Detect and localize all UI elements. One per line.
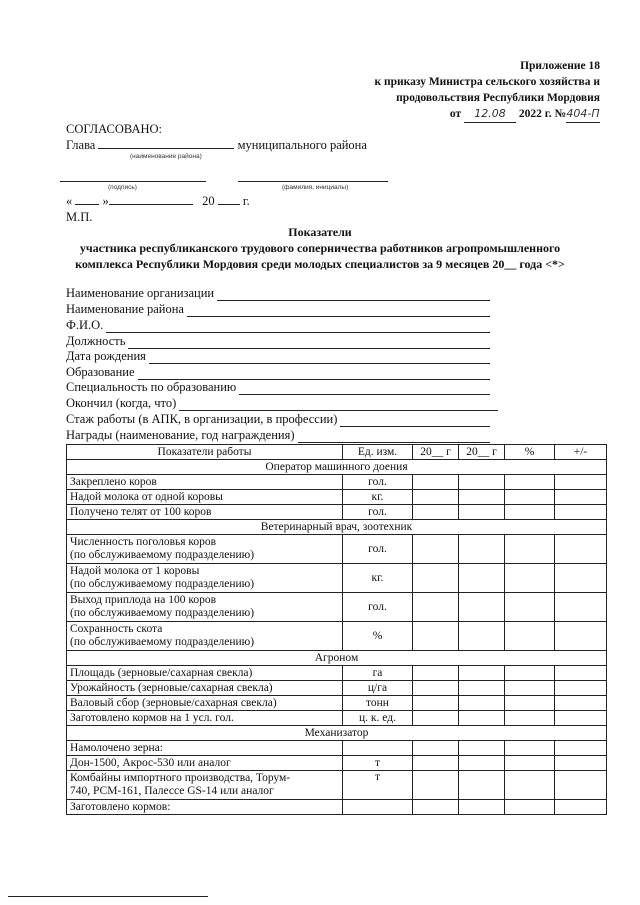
indicator-label: Надой молока от одной коровы <box>70 490 223 503</box>
unit-cell: кг. <box>343 564 413 593</box>
indicator-label: Закреплено коров <box>70 475 157 488</box>
value-cell[interactable] <box>505 490 555 505</box>
value-cell[interactable] <box>459 771 505 800</box>
value-cell[interactable] <box>555 564 607 593</box>
value-cell[interactable] <box>505 696 555 711</box>
field-blank[interactable] <box>340 416 490 427</box>
value-cell[interactable] <box>413 535 459 564</box>
field-label: Образование <box>66 365 135 379</box>
field-label: Стаж работы (в АПК, в организации, в профессии) <box>66 412 338 426</box>
table-row <box>67 696 607 711</box>
table-row <box>67 756 607 771</box>
indicator-label: Урожайность (зерновые/сахарная свекла) <box>70 681 273 694</box>
value-cell[interactable] <box>505 800 555 815</box>
table-row <box>67 771 607 800</box>
value-cell[interactable] <box>555 535 607 564</box>
appendix-line-2: к приказу Министра сельского хозяйства и <box>374 76 600 88</box>
table-row <box>67 800 607 815</box>
indicator-label: Заготовлено кормов: <box>70 800 171 813</box>
field-row <box>66 334 490 349</box>
page-title <box>30 224 610 272</box>
indicator-label: Валовый сбор (зерновые/сахарная свекла) <box>70 696 277 709</box>
section-row <box>67 520 607 535</box>
section-row <box>67 460 607 475</box>
value-cell[interactable] <box>413 756 459 771</box>
value-cell[interactable] <box>459 800 505 815</box>
indicator-label: Площадь (зерновые/сахарная свекла) <box>70 666 253 679</box>
value-cell[interactable] <box>505 622 555 651</box>
indicator-cell <box>67 564 343 593</box>
value-cell[interactable] <box>505 756 555 771</box>
field-row <box>66 318 490 333</box>
unit-cell: т <box>343 756 413 771</box>
value-cell[interactable] <box>505 564 555 593</box>
table-row <box>67 535 607 564</box>
column-header: 20__ г <box>459 445 505 460</box>
value-cell[interactable] <box>413 593 459 622</box>
value-cell[interactable] <box>505 505 555 520</box>
value-cell[interactable] <box>413 741 459 756</box>
year-text: 2022 г. № <box>518 108 566 120</box>
appendix-block <box>374 58 600 123</box>
value-cell[interactable] <box>413 475 459 490</box>
field-blank[interactable] <box>239 384 490 395</box>
table-row <box>67 505 607 520</box>
indicator-cell <box>67 741 343 756</box>
section-title: Механизатор <box>67 726 607 741</box>
section-row <box>67 726 607 741</box>
unit-cell: тонн <box>343 696 413 711</box>
district-blank <box>98 138 234 149</box>
value-cell[interactable] <box>413 681 459 696</box>
date-handwritten: 12.08 <box>464 106 516 123</box>
value-cell[interactable] <box>459 593 505 622</box>
field-blank[interactable] <box>128 338 490 349</box>
year-suffix: г. <box>242 194 250 208</box>
field-blank[interactable] <box>298 432 490 443</box>
year-blank <box>218 194 240 205</box>
indicator-label-line2: (по обслуживаемому подразделению) <box>70 549 255 561</box>
value-cell[interactable] <box>505 593 555 622</box>
date-line <box>66 194 250 209</box>
indicator-label: Выход приплода на 100 коров <box>70 594 216 606</box>
unit-cell: га <box>343 666 413 681</box>
value-cell[interactable] <box>555 681 607 696</box>
field-row <box>66 302 490 317</box>
unit-cell: кг. <box>343 490 413 505</box>
column-header: +/- <box>555 445 607 460</box>
head-label: Глава <box>66 138 96 152</box>
appendix-line-3: продовольствия Республики Мордовия <box>396 92 600 104</box>
section-title: Ветеринарный врач, зоотехник <box>67 520 607 535</box>
year-prefix: 20 <box>202 194 215 208</box>
signature-line <box>60 181 206 182</box>
agreed-label: СОГЛАСОВАНО: <box>66 122 163 136</box>
title-line-2: участника республиканского трудового соперничества работников агропромышленного <box>79 241 561 255</box>
indicator-label: Надой молока от 1 коровы <box>70 565 200 577</box>
table-row <box>67 711 607 726</box>
value-cell[interactable] <box>413 711 459 726</box>
value-cell[interactable] <box>555 490 607 505</box>
field-blank[interactable] <box>138 369 490 380</box>
table-row <box>67 666 607 681</box>
section-title: Агроном <box>67 651 607 666</box>
day-blank <box>75 194 99 205</box>
indicator-label: Получено телят от 100 коров <box>70 505 212 518</box>
indicators-table <box>66 444 607 815</box>
table-row <box>67 681 607 696</box>
value-cell[interactable] <box>413 505 459 520</box>
section-row <box>67 651 607 666</box>
unit-cell: % <box>343 622 413 651</box>
value-cell[interactable] <box>555 800 607 815</box>
field-label: Окончил (когда, что) <box>66 396 177 410</box>
month-blank <box>109 194 193 205</box>
unit-cell: ц/га <box>343 681 413 696</box>
indicator-cell <box>67 505 343 520</box>
value-cell[interactable] <box>459 741 505 756</box>
unit-cell: гол. <box>343 535 413 564</box>
name-hint: (фамилия, инициалы) <box>282 184 349 191</box>
value-cell[interactable] <box>459 475 505 490</box>
indicator-label: Комбайны импортного производства, Торум- <box>70 772 291 784</box>
value-cell[interactable] <box>459 696 505 711</box>
indicator-label-line2: 740, РСМ-161, Палессе GS-14 или аналог <box>70 785 274 797</box>
unit-cell: т <box>343 771 413 800</box>
head-line <box>66 138 367 153</box>
field-row <box>66 286 490 301</box>
unit-cell: гол. <box>343 475 413 490</box>
field-row <box>66 428 490 443</box>
value-cell[interactable] <box>413 800 459 815</box>
footnote-divider <box>8 896 208 897</box>
value-cell[interactable] <box>413 771 459 800</box>
from-label: от <box>449 108 462 120</box>
value-cell[interactable] <box>505 666 555 681</box>
name-line <box>238 181 388 182</box>
value-cell[interactable] <box>505 681 555 696</box>
indicator-label: Дон-1500, Акрос-530 или аналог <box>70 756 231 769</box>
value-cell[interactable] <box>413 622 459 651</box>
unit-cell: ц. к. ед. <box>343 711 413 726</box>
value-cell[interactable] <box>459 756 505 771</box>
value-cell[interactable] <box>413 696 459 711</box>
quote-close: » <box>102 194 109 208</box>
appendix-line-4 <box>374 106 600 123</box>
field-blank[interactable] <box>149 353 490 364</box>
unit-cell <box>343 800 413 815</box>
value-cell[interactable] <box>459 681 505 696</box>
indicator-cell <box>67 666 343 681</box>
value-cell[interactable] <box>505 711 555 726</box>
indicator-cell <box>67 681 343 696</box>
indicator-cell <box>67 696 343 711</box>
value-cell[interactable] <box>555 696 607 711</box>
field-row <box>66 380 490 395</box>
field-row <box>66 365 490 380</box>
column-header: Ед. изм. <box>343 445 413 460</box>
value-cell[interactable] <box>459 490 505 505</box>
field-label: Дата рождения <box>66 349 146 363</box>
value-cell[interactable] <box>459 505 505 520</box>
indicator-label-line2: (по обслуживаемому подразделению) <box>70 607 255 619</box>
district-hint: (наименование района) <box>130 153 202 160</box>
title-line-3: комплекса Республики Мордовия среди молодых специалистов за 9 месяцев 20__ года <*> <box>75 257 565 271</box>
value-cell[interactable] <box>555 711 607 726</box>
value-cell[interactable] <box>555 771 607 800</box>
indicator-label: Сохранность скота <box>70 623 163 635</box>
section-title: Оператор машинного доения <box>67 460 607 475</box>
municipal-label: муниципального района <box>237 138 367 152</box>
field-label: Наименование района <box>66 302 184 316</box>
value-cell[interactable] <box>505 475 555 490</box>
indicator-label: Заготовлено кормов на 1 усл. гол. <box>70 711 234 724</box>
appendix-line-1: Приложение 18 <box>520 60 600 72</box>
indicator-label: Намолочено зерна: <box>70 741 163 754</box>
stamp-label: М.П. <box>66 210 93 224</box>
value-cell[interactable] <box>555 475 607 490</box>
number-handwritten: 404-П <box>566 106 600 123</box>
table-row <box>67 564 607 593</box>
value-cell[interactable] <box>505 535 555 564</box>
indicator-label-line2: (по обслуживаемому подразделению) <box>70 578 255 590</box>
indicator-cell <box>67 711 343 726</box>
field-blank[interactable] <box>179 400 498 411</box>
field-row <box>66 412 490 427</box>
value-cell[interactable] <box>555 666 607 681</box>
value-cell[interactable] <box>555 622 607 651</box>
indicator-cell <box>67 800 343 815</box>
table-row <box>67 741 607 756</box>
unit-cell: гол. <box>343 505 413 520</box>
title-line-1: Показатели <box>288 225 352 239</box>
unit-cell <box>343 741 413 756</box>
unit-cell: гол. <box>343 593 413 622</box>
indicator-label-line2: (по обслуживаемому подразделению) <box>70 636 255 648</box>
signature-hint: (подпись) <box>108 184 137 191</box>
field-label: Наименование организации <box>66 286 215 300</box>
value-cell[interactable] <box>413 490 459 505</box>
column-header: Показатели работы <box>67 445 343 460</box>
value-cell[interactable] <box>555 505 607 520</box>
value-cell[interactable] <box>505 741 555 756</box>
value-cell[interactable] <box>555 593 607 622</box>
column-header: 20__ г <box>413 445 459 460</box>
field-label: Ф.И.О. <box>66 318 104 332</box>
table-row <box>67 490 607 505</box>
table-row <box>67 593 607 622</box>
table-row <box>67 475 607 490</box>
field-label: Специальность по образованию <box>66 380 237 394</box>
field-blank[interactable] <box>217 290 490 301</box>
value-cell[interactable] <box>459 711 505 726</box>
indicator-cell <box>67 490 343 505</box>
field-label: Награды (наименование, год награждения) <box>66 428 295 442</box>
value-cell[interactable] <box>505 771 555 800</box>
field-row <box>66 349 490 364</box>
table-header-row <box>67 445 607 460</box>
value-cell[interactable] <box>459 535 505 564</box>
table-row <box>67 622 607 651</box>
value-cell[interactable] <box>459 564 505 593</box>
field-row <box>66 396 498 411</box>
indicator-cell <box>67 771 343 800</box>
indicator-cell <box>67 475 343 490</box>
indicator-cell <box>67 622 343 651</box>
column-header: % <box>505 445 555 460</box>
indicator-cell <box>67 756 343 771</box>
indicator-cell <box>67 593 343 622</box>
value-cell[interactable] <box>459 666 505 681</box>
quote-open: « <box>66 194 73 208</box>
value-cell[interactable] <box>413 666 459 681</box>
value-cell[interactable] <box>459 622 505 651</box>
field-blank[interactable] <box>106 322 490 333</box>
value-cell[interactable] <box>555 741 607 756</box>
indicator-cell <box>67 535 343 564</box>
field-label: Должность <box>66 334 126 348</box>
indicator-label: Численность поголовья коров <box>70 536 217 548</box>
field-blank[interactable] <box>187 306 490 317</box>
value-cell[interactable] <box>555 756 607 771</box>
value-cell[interactable] <box>413 564 459 593</box>
